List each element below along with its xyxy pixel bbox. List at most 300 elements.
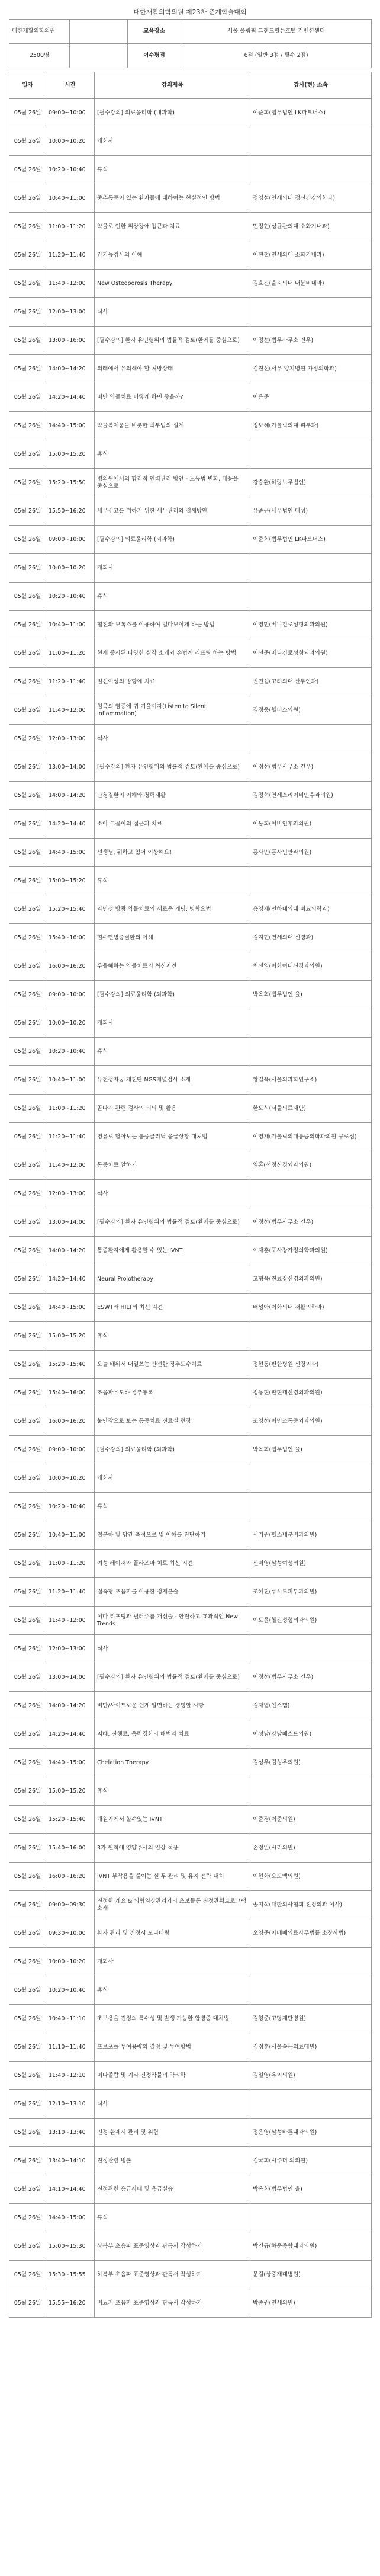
document-title: 대한재활의학의원 제23차 춘계학술대회 [133,8,247,16]
lecture-title: 식사 [95,298,250,327]
session-time: 10:00~10:20 [46,1009,95,1038]
session-time: 15:20~15:40 [46,895,95,924]
session-date: 05월 26일 [9,1009,46,1038]
speaker: 고형욱(진료장신경외과의원) [250,1265,372,1294]
speaker: 문길(상중재대병원) [250,2261,372,2289]
session-date: 05월 26일 [9,2062,46,2090]
lecture-title: New Osteoporosis Therapy [95,270,250,298]
lecture-title: 임신여성의 방향에 치료 [95,668,250,696]
speaker: 김재엽(엔스템) [250,1692,372,1720]
lecture-title: 개회사 [95,554,250,583]
lecture-title: 철분하 및 망간 측정으로 및 이해를 진단하기 [95,1521,250,1550]
lecture-title: 휴식 [95,1038,250,1066]
lecture-title: 진정 환제시 관리 및 위험 [95,2119,250,2147]
session-time: 10:20~10:40 [46,1493,95,1521]
table-row [9,1407,372,1436]
speaker: 김일영(유외의원) [250,2062,372,2090]
speaker: 이정선(법무사무소 건우) [250,327,372,355]
lecture-title: 침묵의 염증에 귀 기울이자(Listen to Silent Inflammation) [95,696,250,725]
table-row [9,810,372,839]
speaker: 이정선(법무사무소 건우) [250,753,372,782]
lecture-title: 환자 관리 및 진정시 모니터링 [95,1919,250,1948]
session-date: 05월 26일 [9,1208,46,1237]
speaker: 유준근(세무법인 대성) [250,497,372,526]
table-row [9,1720,372,1749]
session-time: 16:00~16:20 [46,952,95,981]
session-date: 05월 26일 [9,782,46,810]
lecture-title: 식사 [95,725,250,753]
speaker: 오영준(아베베의료사무법률 소장사법) [250,1919,372,1948]
speaker: 박옥희(법무법인 율) [250,981,372,1009]
table-row [9,2005,372,2033]
speaker: 민정현(성균관의대 소화기내과) [250,213,372,241]
speaker: 정보혜(가톨릭의대 피부과) [250,412,372,440]
speaker: 최선영(이화여대신경과의원) [250,952,372,981]
lecture-title: ESWT와 HILT의 최신 지견 [95,1294,250,1322]
schedule-body [9,99,372,2318]
table-row [9,753,372,782]
lecture-title: 골다시 관련 검사의 의의 및 활용 [95,1095,250,1123]
table-row [9,1436,372,1464]
lecture-title: 프로포폴 투여용량의 결정 및 투여방법 [95,2033,250,2062]
header-speaker: 강사(현) 소속 [250,72,372,99]
speaker: 이정선(법무사무소 건우) [250,1663,372,1692]
session-time: 11:40~12:10 [46,2062,95,2090]
session-date: 05월 26일 [9,1919,46,1948]
table-row [9,1123,372,1151]
lecture-title: 개회사 [95,127,250,156]
lecture-title: 식사 [95,1180,250,1208]
session-date: 05월 26일 [9,1066,46,1095]
session-date: 05월 26일 [9,696,46,725]
speaker: 김형준(고당재단병원) [250,2005,372,2033]
session-time: 10:40~11:00 [46,611,95,639]
session-date: 05월 26일 [9,1550,46,1578]
lecture-title: 세무신고를 위하기 위한 세무관리와 절세방안 [95,497,250,526]
table-row [9,782,372,810]
speaker: 이동희(이비인후과의원) [250,810,372,839]
table-row [9,2204,372,2232]
table-row [9,2289,372,2318]
session-date: 05월 26일 [9,668,46,696]
lecture-title: IVNT 부작용을 줄이는 실 무 관리 및 유지 전략 대처 [95,1863,250,1891]
session-time: 12:00~13:00 [46,298,95,327]
speaker: 신미영(삼성여성의원) [250,1550,372,1578]
lecture-title: 우울해하는 약물치료의 최신지견 [95,952,250,981]
table-row [9,2119,372,2147]
session-time: 11:20~11:40 [46,668,95,696]
session-date: 05월 26일 [9,270,46,298]
lecture-title: 현재 좋시된 다양한 실각 소개와 손법계 리프팅 하는 방법 [95,639,250,668]
lecture-title: 중추통증이 있는 환자들에 대하여는 현실적인 방법 [95,184,250,213]
table-row [9,1208,372,1237]
speaker [250,583,372,611]
session-date: 05월 26일 [9,1351,46,1379]
session-date: 05월 26일 [9,383,46,412]
table-row [9,867,372,895]
info-empty-cell [70,44,128,68]
lecture-title: 휴식 [95,440,250,469]
lecture-title: 협진와 보톡스를 이용하여 얼마보이게 하는 방법 [95,611,250,639]
venue-label: 교육장소 [128,20,181,44]
session-date: 05월 26일 [9,1237,46,1265]
table-row [9,1834,372,1863]
table-row [9,526,372,554]
session-date: 05월 26일 [9,725,46,753]
table-row [9,1322,372,1351]
lecture-title: 여성 레이저와 플라즈마 치료 최신 지견 [95,1550,250,1578]
speaker: 이준희(법무법인 LK파트너스) [250,526,372,554]
header-time: 시간 [46,72,95,99]
speaker: 정용현(판현대신경외과의원) [250,1379,372,1407]
speaker: 홍사민(홍사민안과의원) [250,839,372,867]
session-time: 10:20~10:40 [46,1038,95,1066]
session-time: 13:00~14:00 [46,1208,95,1237]
info-row [9,20,372,44]
table-row [9,1550,372,1578]
lecture-title: 약물로 인한 위장장애 접근과 치료 [95,213,250,241]
speaker [250,1777,372,1806]
speaker [250,554,372,583]
table-row [9,1294,372,1322]
lecture-title: 선생님, 뭐하고 있어 이상해요! [95,839,250,867]
speaker: 김정혁(연세소리이비인후과의원) [250,782,372,810]
session-date: 05월 26일 [9,2090,46,2119]
speaker: 손정일(시리의원) [250,1834,372,1863]
speaker: 이도윤(헬진성형외과의원) [250,1607,372,1635]
schedule-header-row [9,72,372,99]
lecture-title: [필수강의] 의료윤리학 (외과학) [95,1436,250,1464]
speaker: 황길욱(서울의과학연구소) [250,1066,372,1095]
table-row [9,1863,372,1891]
table-row [9,554,372,583]
speaker: 용영재(인하대의대 비뇨의학과) [250,895,372,924]
lecture-title: 식사 [95,2090,250,2119]
session-time: 14:20~14:40 [46,810,95,839]
table-row [9,1464,372,1493]
session-date: 05월 26일 [9,99,46,127]
speaker [250,1180,372,1208]
session-date: 05월 26일 [9,1891,46,1919]
lecture-title: Neural Prolotherapy [95,1265,250,1294]
session-time: 15:40~16:00 [46,1834,95,1863]
session-date: 05월 26일 [9,1663,46,1692]
session-time: 11:20~11:40 [46,241,95,270]
session-time: 15:20~15:40 [46,1351,95,1379]
table-row [9,668,372,696]
session-date: 05월 26일 [9,526,46,554]
session-date: 05월 26일 [9,1180,46,1208]
speaker [250,1009,372,1038]
header-date: 일자 [9,72,46,99]
session-date: 05월 26일 [9,497,46,526]
table-row [9,1521,372,1550]
session-date: 05월 26일 [9,1464,46,1493]
session-date: 05월 26일 [9,2005,46,2033]
lecture-title: 휴식 [95,156,250,184]
lecture-title: 개회사 [95,1948,250,1976]
speaker: 김정웅(헬더스의원) [250,696,372,725]
session-time: 15:00~15:30 [46,2232,95,2261]
session-date: 05월 26일 [9,241,46,270]
speaker: 서기원(헬스내분비과의원) [250,1521,372,1550]
session-date: 05월 26일 [9,2204,46,2232]
speaker: 김진선(서우 양지병원 가정의학과) [250,355,372,383]
session-time: 14:00~14:20 [46,1692,95,1720]
credits-label: 이수평점 [128,44,181,68]
session-time: 13:40~14:10 [46,2147,95,2175]
session-date: 05월 26일 [9,810,46,839]
speaker: 이은준 [250,383,372,412]
lecture-title: 통증치료 알하기 [95,1151,250,1180]
session-time: 15:40~16:00 [46,924,95,952]
table-row [9,440,372,469]
session-date: 05월 26일 [9,327,46,355]
lecture-title: 휴식 [95,867,250,895]
session-time: 11:10~11:40 [46,2033,95,2062]
speaker: 이영재(가톨릭의대통증의학과의원 구로점) [250,1123,372,1151]
session-date: 05월 26일 [9,2289,46,2318]
speaker: 이현화(오도맥의원) [250,1863,372,1891]
table-row [9,99,372,127]
table-row [9,2033,372,2062]
speaker: 박옥희(법무법인 율) [250,2175,372,2204]
session-time: 14:00~14:20 [46,782,95,810]
speaker: 조혜진(루시도피부과의원) [250,1578,372,1607]
session-time: 14:10~14:40 [46,2175,95,2204]
session-date: 05월 26일 [9,639,46,668]
session-date: 05월 26일 [9,1123,46,1151]
lecture-title: 개원가에서 할수있는 IVNT [95,1806,250,1834]
lecture-title: 휴식 [95,2204,250,2232]
info-row [9,44,372,68]
lecture-title: 식사 [95,1635,250,1663]
session-time: 14:40~15:00 [46,2204,95,2232]
lecture-title: 개회사 [95,1464,250,1493]
session-time: 12:10~13:10 [46,2090,95,2119]
session-date: 05월 26일 [9,1095,46,1123]
lecture-title: Chelation Therapy [95,1749,250,1777]
speaker [250,2204,372,2232]
lecture-title: 비뇨기 초음파 표준영상과 판독서 작성하기 [95,2289,250,2318]
lecture-title: 휴식 [95,1777,250,1806]
speaker: 이영민(베니긴로성형외과의원) [250,611,372,639]
session-time: 10:40~11:10 [46,2005,95,2033]
table-row [9,241,372,270]
session-time: 10:20~10:40 [46,583,95,611]
speaker [250,298,372,327]
session-date: 05월 26일 [9,1436,46,1464]
table-row [9,327,372,355]
table-row [9,639,372,668]
lecture-title: 진정관련 법률 [95,2147,250,2175]
session-time: 15:50~16:20 [46,497,95,526]
session-time: 13:00~14:00 [46,1663,95,1692]
session-date: 05월 26일 [9,355,46,383]
lecture-title: 3가 원칙에 영양주사의 임상 적용 [95,1834,250,1863]
lecture-title: 접속형 초음파를 이용한 정제분술 [95,1578,250,1607]
session-time: 14:40~15:00 [46,1749,95,1777]
speaker: 박중권(연세의원) [250,2289,372,2318]
table-row [9,1095,372,1123]
lecture-title: 불안감으로 보는 통증치료 진료실 현장 [95,1407,250,1436]
lecture-title: 휴식 [95,1322,250,1351]
speaker [250,127,372,156]
speaker: 이현철(연세의대 소화기내과) [250,241,372,270]
lecture-title: 휴식 [95,1493,250,1521]
lecture-title: 오늘 배워서 내일쓰는 안전한 경추도수치료 [95,1351,250,1379]
organizer-label: 대한재활의학의원 [9,20,70,44]
session-time: 10:40~11:00 [46,184,95,213]
credits-value: 6점 (일반 3점 / 필수 2점) [181,44,372,68]
session-time: 16:00~16:20 [46,1863,95,1891]
lecture-title: 휴식 [95,583,250,611]
session-time: 15:20~15:40 [46,1806,95,1834]
session-date: 05월 26일 [9,1607,46,1635]
speaker: 이준경(이준의원) [250,1806,372,1834]
session-time: 09:00~10:00 [46,99,95,127]
session-date: 05월 26일 [9,1863,46,1891]
speaker [250,1976,372,2005]
lecture-title: 소아 코골이의 접근과 치료 [95,810,250,839]
lecture-title: [필수강의] 환자 유인행위의 법률적 검토(환에를 중심으로) [95,753,250,782]
speaker [250,1322,372,1351]
session-time: 11:20~11:40 [46,1578,95,1607]
session-time: 10:20~10:40 [46,156,95,184]
table-row [9,184,372,213]
lecture-title: 통증환자에게 활용할 수 있는 IVNT [95,1237,250,1265]
session-time: 10:00~10:20 [46,1464,95,1493]
table-row [9,1607,372,1635]
session-date: 05월 26일 [9,1322,46,1351]
session-date: 05월 26일 [9,2261,46,2289]
session-date: 05월 26일 [9,753,46,782]
table-row [9,2175,372,2204]
speaker [250,725,372,753]
session-time: 14:40~15:00 [46,839,95,867]
table-row [9,1692,372,1720]
session-date: 05월 26일 [9,2119,46,2147]
session-date: 05월 26일 [9,1720,46,1749]
lecture-title: 지혜, 진행로, 음력경화의 해법과 치료 [95,1720,250,1749]
speaker: 김효진(울지의대 내분비내과) [250,270,372,298]
table-row [9,127,372,156]
info-empty-cell [70,20,128,44]
lecture-title: [필수강의] 환자 유인행위의 법률적 검토(환에를 중심으로) [95,1208,250,1237]
table-row [9,952,372,981]
table-row [9,1351,372,1379]
session-time: 15:00~15:20 [46,440,95,469]
lecture-title: 외래에서 유의해야 할 처방상태 [95,355,250,383]
session-time: 10:00~10:20 [46,127,95,156]
table-row [9,2062,372,2090]
session-date: 05월 26일 [9,1038,46,1066]
speaker: 이성남(강남베스트의원) [250,1720,372,1749]
lecture-title: 상복부 초음파 표준영상과 판독서 작성하기 [95,2232,250,2261]
table-row [9,1038,372,1066]
session-time: 11:00~11:20 [46,639,95,668]
speaker: 이정선(법무사무소 건우) [250,1208,372,1237]
table-row [9,583,372,611]
table-row [9,1891,372,1919]
session-time: 14:00~14:20 [46,355,95,383]
session-date: 05월 26일 [9,554,46,583]
speaker: 정은영(삼성바른내과의원) [250,2119,372,2147]
session-date: 05월 26일 [9,184,46,213]
lecture-title: 유전성자궁 재진단 NGS패널검사 소개 [95,1066,250,1095]
table-row [9,2090,372,2119]
table-row [9,469,372,497]
session-time: 12:00~13:00 [46,1635,95,1663]
session-date: 05월 26일 [9,2175,46,2204]
table-row [9,1151,372,1180]
table-row [9,1265,372,1294]
lecture-title: 하복부 초음파 표준영상과 판독서 작성하기 [95,2261,250,2289]
speaker [250,1038,372,1066]
session-time: 13:10~13:40 [46,2119,95,2147]
session-date: 05월 26일 [9,952,46,981]
speaker: 송지석(대한의사협회 진정의과 이사) [250,1891,372,1919]
schedule-table [9,72,372,2318]
session-time: 15:00~15:20 [46,1777,95,1806]
table-row [9,1635,372,1663]
table-row [9,1493,372,1521]
lecture-title: [필수강의] 의료윤리학 (내과학) [95,99,250,127]
session-time: 15:55~16:20 [46,2289,95,2318]
table-row [9,1578,372,1607]
table-row [9,1919,372,1948]
session-date: 05월 26일 [9,127,46,156]
session-time: 09:00~09:30 [46,1891,95,1919]
table-row [9,298,372,327]
table-row [9,1066,372,1095]
session-time: 10:00~10:20 [46,554,95,583]
session-time: 11:40~12:00 [46,696,95,725]
table-row [9,497,372,526]
table-row [9,156,372,184]
session-date: 05월 26일 [9,1692,46,1720]
table-row [9,1749,372,1777]
speaker [250,1635,372,1663]
speaker: 정현동(편한병원 신경외과) [250,1351,372,1379]
session-time: 15:00~15:20 [46,867,95,895]
lecture-title: 진정관련 응급사태 및 응급실습 [95,2175,250,2204]
lecture-title: 이마 리프팅과 필러주름 개선술 - 안전하고 효과적인 New Trends [95,1607,250,1635]
session-date: 05월 26일 [9,298,46,327]
speaker: 이준희(법무법인 LK파트너스) [250,99,372,127]
session-time: 14:20~14:40 [46,1720,95,1749]
table-row [9,270,372,298]
table-row [9,2147,372,2175]
venue-value: 서울 올림픽 그랜드힐튼호텔 컨벤션센터 [181,20,372,44]
table-row [9,383,372,412]
lecture-title: [필수강의] 환자 유인행위의 법률적 검토(환에를 중심으로) [95,1663,250,1692]
lecture-title: 진정한 개요 & 의협임상관리기의 초보돌통 진정관획토로그램 소개 [95,1891,250,1919]
table-row [9,1663,372,1692]
session-date: 05월 26일 [9,924,46,952]
speaker [250,1948,372,1976]
lecture-title: 초보용을 진정의 특수성 및 발생 가능한 합병증 대처법 [95,2005,250,2033]
session-time: 15:30~15:55 [46,2261,95,2289]
lecture-title: 약물복제품을 비롯한 최부업의 실제 [95,412,250,440]
session-time: 14:40~15:00 [46,412,95,440]
session-date: 05월 26일 [9,469,46,497]
session-date: 05월 26일 [9,611,46,639]
session-time: 10:20~10:40 [46,1976,95,2005]
speaker [250,2090,372,2119]
speaker [250,1464,372,1493]
session-date: 05월 26일 [9,895,46,924]
